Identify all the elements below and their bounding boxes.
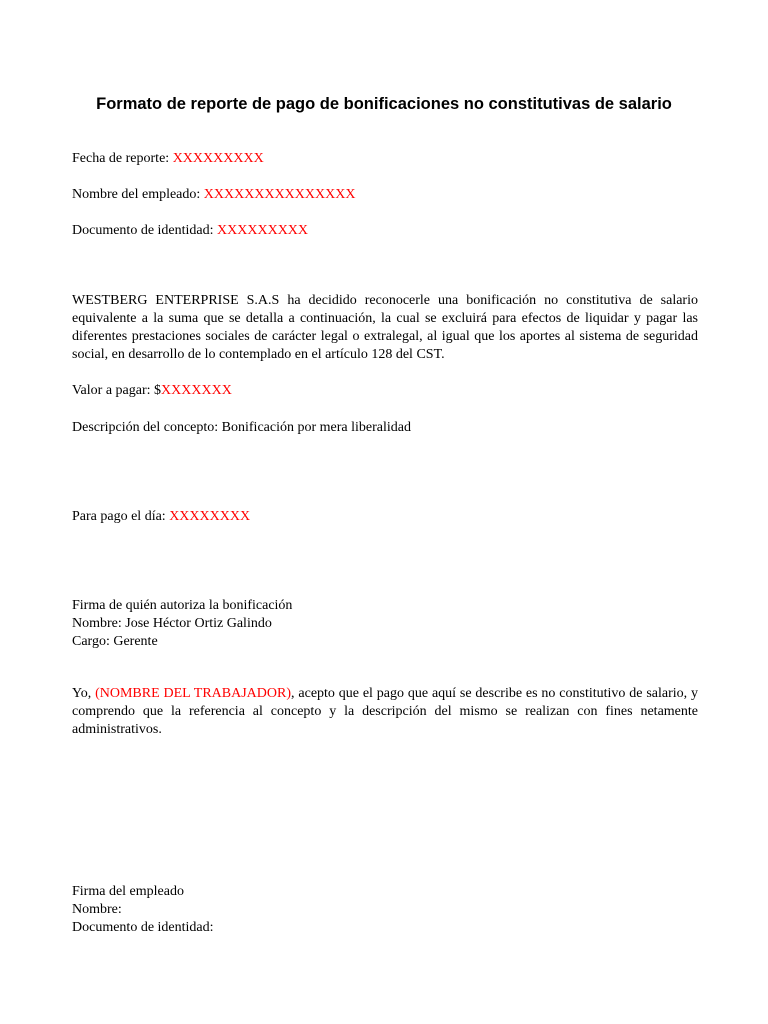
- documento-identidad-line: [72, 222, 308, 240]
- empleado-documento: Documento de identidad:: [72, 920, 214, 935]
- pago-dia-label: Para pago el día:: [72, 509, 170, 524]
- autoriza-cargo: Cargo: Gerente: [72, 634, 158, 649]
- acceptance-rest: , acepto que el pago que aquí se describe es no constitutivo de salario, y comprendo que la referencia al concepto y la descripción del mismo se realizan con fines netamente administrativos.: [72, 686, 698, 737]
- acceptance-paragraph: [72, 685, 698, 739]
- nombre-empleado-value: XXXXXXXXXXXXXXX: [203, 187, 356, 202]
- pago-dia-line: [72, 508, 250, 526]
- fecha-reporte-label: Fecha de reporte:: [72, 151, 173, 166]
- pago-dia-value: XXXXXXXX: [169, 509, 251, 524]
- autoriza-heading: Firma de quién autoriza la bonificación: [72, 598, 293, 613]
- trabajador-placeholder: (NOMBRE DEL TRABAJADOR): [95, 686, 292, 701]
- documento-identidad-label: Documento de identidad:: [72, 223, 218, 238]
- nombre-empleado-label: Nombre del empleado:: [72, 187, 204, 202]
- empleado-nombre: Nombre:: [72, 902, 122, 917]
- valor-pagar-line: [72, 382, 232, 400]
- body-paragraph: WESTBERG ENTERPRISE S.A.S ha decidido reconocerle una bonificación no constitutiva de salario equivalente a la suma que se detalla a continuación, la cual se excluirá para efectos de liquidar y pagar las diferentes prestaciones sociales de carácter legal o extralegal, al igual que los aportes al sistema de seguridad social, en desarrollo de lo contemplado en el artículo 128 del CST.: [72, 293, 698, 362]
- document-title: Formato de reporte de pago de bonificaciones no constitutivas de salario: [96, 95, 672, 113]
- valor-pagar-value: XXXXXXX: [161, 383, 232, 398]
- nombre-empleado-line: [72, 186, 355, 204]
- empleado-firma-heading: Firma del empleado: [72, 884, 184, 899]
- fecha-reporte-line: [72, 150, 264, 168]
- descripcion-concepto: Descripción del concepto: Bonificación por mera liberalidad: [72, 420, 411, 435]
- valor-pagar-label: Valor a pagar: $: [72, 383, 162, 398]
- acceptance-prefix: Yo,: [72, 686, 96, 701]
- fecha-reporte-value: XXXXXXXXX: [172, 151, 264, 166]
- autoriza-nombre: Nombre: Jose Héctor Ortiz Galindo: [72, 616, 272, 631]
- documento-identidad-value: XXXXXXXXX: [217, 223, 309, 238]
